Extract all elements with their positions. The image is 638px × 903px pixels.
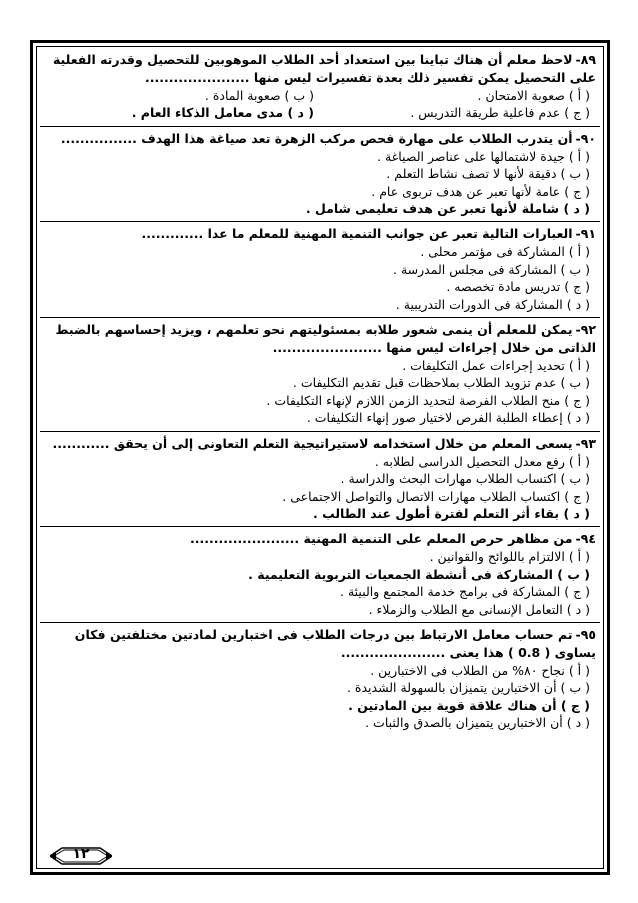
question-89 [40, 48, 600, 127]
option-c[interactable]: ( ج ) تدريس مادة تخصصه . [446, 279, 590, 295]
option-b[interactable]: ( ب ) المشاركة فى أنشطة الجمعيات التربوية التعليمية . [248, 566, 590, 582]
option-a[interactable]: ( أ ) جيدة لاشتمالها على عناصر الصياغة . [377, 148, 590, 164]
question-95 [40, 623, 600, 736]
question-stem: من مظاهر حرص المعلم على التنمية المهنية ....................... [189, 531, 573, 547]
question-number: ٩١- [575, 226, 596, 242]
question-text [44, 130, 596, 148]
question-number: ٩٣- [575, 435, 596, 451]
options-list [44, 357, 596, 427]
question-text [44, 435, 596, 453]
question-stem: العبارات التالية تعبر عن جوانب التنمية المهنية للمعلم ما عدا ............. [141, 226, 573, 242]
question-text [44, 530, 596, 548]
option-a[interactable]: ( أ ) تحديد إجراءات عمل التكليفات . [402, 358, 590, 374]
option-a[interactable]: ( أ ) رفع معدل التحصيل الدراسى لطلابه . [374, 453, 590, 469]
options-list [44, 243, 596, 313]
options-list [44, 453, 596, 523]
question-number: ٩٥- [575, 626, 596, 642]
option-d[interactable]: ( د ) بقاء أثر التعلم لفترة أطول عند الطالب . [312, 505, 590, 521]
question-text [44, 225, 596, 243]
question-text [44, 51, 596, 87]
option-d[interactable]: ( د ) التعامل الإنسانى مع الطلاب والزملاء . [368, 601, 590, 617]
question-93 [40, 432, 600, 528]
question-94 [40, 527, 600, 623]
question-90 [40, 127, 600, 223]
option-d[interactable]: ( د ) المشاركة فى الدورات التدريبية . [395, 296, 590, 312]
option-d[interactable]: ( د ) إعطاء الطلبة الفرص لاختيار صور إنهاء التكليفات . [306, 410, 590, 426]
option-c[interactable]: ( ج ) منح الطلاب الفرصة لتحديد الزمن اللازم لإنهاء التكليفات . [266, 392, 590, 408]
option-b[interactable]: ( ب ) عدم تزويد الطلاب بملاحظات قبل تقديم التكليفات . [292, 375, 590, 391]
option-c[interactable]: ( ج ) أن هناك علاقة قوية بين المادتين . [348, 697, 590, 713]
questions-container [40, 48, 600, 736]
question-number: ٨٩- [575, 52, 596, 67]
question-number: ٩٤- [575, 531, 596, 547]
question-91 [40, 222, 600, 318]
option-d[interactable]: ( د ) مدى معامل الذكاء العام . [131, 105, 314, 121]
options-row [44, 87, 596, 104]
option-a[interactable]: ( أ ) صعوبة الامتحان . [477, 88, 590, 103]
option-a[interactable]: ( أ ) المشاركة فى مؤتمر محلى . [420, 244, 590, 260]
option-a[interactable]: ( أ ) نجاح ٨٠% من الطلاب فى الاختبارين . [370, 662, 590, 678]
option-b[interactable]: ( ب ) أن الاختبارين يتميزان بالسهولة الشديدة . [346, 680, 590, 696]
page-number-badge [50, 845, 112, 867]
page-number: ١٢ [72, 846, 90, 862]
question-stem: أن يتدرب الطلاب على مهارة فحص مركب الزهرة تعد صياغة هذا الهدف ................ [60, 130, 573, 146]
option-d[interactable]: ( د ) شاملة لأنها تعبر عن هدف تعليمى شامل . [305, 201, 590, 217]
options-list [44, 148, 596, 218]
option-b[interactable]: ( ب ) دقيقة لأنها لا تصف نشاط التعلم . [386, 166, 590, 182]
option-c[interactable]: ( ج ) عدم فاعلية طريقة التدريس . [410, 105, 590, 121]
option-a[interactable]: ( أ ) الالتزام باللوائح والقوانين . [429, 549, 590, 565]
question-92 [40, 318, 600, 432]
question-number: ٩٠- [575, 130, 596, 146]
question-stem: لاحظ معلم أن هناك تباينا بين استعداد أحد الطلاب الموهوبين للتحصيل وقدرته الفعلية على التحصيل يمكن تفسير ذلك بعدة تفسيرات ليس منها ...................... [52, 52, 596, 85]
question-text [44, 626, 596, 662]
option-d[interactable]: ( د ) أن الاختبارين يتميزان بالصدق والثبات . [365, 715, 590, 731]
option-b[interactable]: ( ب ) صعوبة المادة . [204, 88, 314, 103]
option-b[interactable]: ( ب ) اكتساب الطلاب مهارات البحث والدراسة . [340, 471, 590, 487]
option-c[interactable]: ( ج ) المشاركة فى برامج خدمة المجتمع والبيئة . [340, 584, 590, 600]
options-list [44, 662, 596, 732]
option-b[interactable]: ( ب ) المشاركة فى مجلس المدرسة . [393, 261, 590, 277]
question-stem: يسعى المعلم من خلال استخدامه لاستيراتيجية التعلم التعاونى إلى أن يحقق ............ [52, 435, 573, 451]
question-text [44, 321, 596, 357]
options-row [44, 104, 596, 121]
question-stem: تم حساب معامل الارتباط بين درجات الطلاب فى اختبارين لمادتين مختلفتين فكان يساوى ( 0.8 ) هذا يعنى ...................... [74, 626, 596, 660]
question-stem: يمكن للمعلم أن ينمى شعور طلابه بمسئوليتهم نحو تعلمهم ، ويزيد إحساسهم بالضبط الذاتى من خلال إجراءات ليس منها ....................... [55, 322, 596, 356]
question-number: ٩٢- [575, 322, 596, 338]
option-c[interactable]: ( ج ) اكتساب الطلاب مهارات الاتصال والتواصل الاجتماعى . [282, 488, 590, 504]
options-list [44, 548, 596, 618]
option-c[interactable]: ( ج ) عامة لأنها تعبر عن هدف تربوى عام . [371, 183, 590, 199]
